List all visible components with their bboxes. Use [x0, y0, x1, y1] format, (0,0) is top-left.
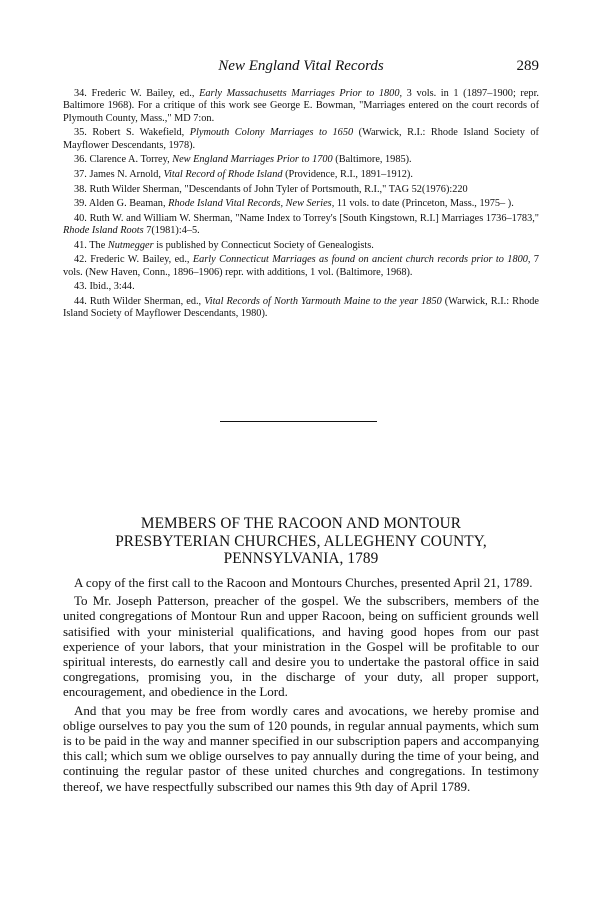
footnote-number: 34. — [74, 88, 92, 99]
footnote: 34. Frederic W. Bailey, ed., Early Massachusetts Marriages Prior to 1800, 3 vols. in 1 (1897–1900; repr. Baltimore 1968). For a critique of this work see George E. Bowman, "Marriages entered on the court records of Plymouth County, Mass.," MD 7:on. — [63, 88, 540, 124]
footnote: 42. Frederic W. Bailey, ed., Early Connecticut Marriages as found on ancient church records prior to 1800, 7 vols. (New Haven, Conn., 1896–1906) repr. with additions, 1 vol. (Baltimore, 1968). — [63, 254, 539, 278]
footnote-title: Vital Records of North Yarmouth Maine to the year 1850 — [204, 295, 442, 307]
footnote: 44. Ruth Wilder Sherman, ed., Vital Records of North Yarmouth Maine to the year 1850 (Warwick, R.I.: Rhode Island Society of Mayflower Descendants, 1980). — [63, 295, 539, 320]
footnote-number: 41. — [74, 239, 90, 251]
footnote: 39. Alden G. Beaman, Rhode Island Vital Records, New Series, 11 vols. to date (Princeton, Mass., 1975– ). — [74, 198, 514, 210]
running-title: New England Vital Records — [218, 58, 384, 74]
footnote-number: 42. — [74, 254, 91, 266]
footnote-title: Nutmegger — [107, 239, 154, 251]
page-number: 289 — [516, 58, 539, 74]
footnote-title: New England Marriages Prior to 1700 — [172, 154, 333, 166]
footnote: 35. Robert S. Wakefield, Plymouth Colony Marriages to 1650 (Warwick, R.I.: Rhode Island Society of Mayflower Descendants, 1978). — [63, 127, 539, 151]
footnote-number: 39. — [74, 198, 89, 210]
footnote-number: 37. — [74, 169, 90, 180]
footnote: 37. James N. Arnold, Vital Record of Rhode Island (Providence, R.I., 1891–1912). — [74, 169, 413, 180]
footnote-number: 36. — [74, 154, 90, 166]
footnote: 43. Ibid., 3:44. — [74, 281, 135, 293]
running-head — [63, 58, 539, 78]
footnote-title: Vital Record of Rhode Island — [163, 169, 283, 180]
footnote-number: 35. — [74, 127, 93, 139]
paragraph: And that you may be free from wordly cares and avocations, we hereby promise and oblige ourselves to pay you the sum of 120 pounds, in regular annual payments, which sum is to be paid in the way and manner specified in our subscription papers and accompanying this call; which sum we oblige ourselves to pay annually during the time of your being, and continuing the regular pastor of these united churches and congregations. In testimony thereof, we have respectfully subscribed our names this 9th day of April 1789. — [63, 702, 539, 794]
footnotes — [63, 88, 539, 323]
title-line: PENNSYLVANIA, 1789 — [223, 550, 379, 567]
footnote-title: Plymouth Colony Marriages to 1650 — [189, 127, 354, 139]
title-line: PRESBYTERIAN CHURCHES, ALLEGHENY COUNTY, — [115, 532, 487, 550]
footnote: 36. Clarence A. Torrey, New England Marriages Prior to 1700 (Baltimore, 1985). — [74, 154, 412, 166]
paragraph: A copy of the first call to the Racoon and Montours Churches, presented April 21, 1789. — [74, 575, 533, 590]
footnote: 38. Ruth Wilder Sherman, "Descendants of John Tyler of Portsmouth, R.I.," TAG 52(1976):220 — [74, 183, 468, 195]
footnote-number: 40. — [74, 212, 90, 224]
paragraph: To Mr. Joseph Patterson, preacher of the gospel. We the subscribers, members of the united congregations of Montour Run and upper Racoon, being on sufficient grounds well satisified with your ministerial qualifications, and having good hopes from our past experience of your labors, that your ministration in the Gospel will be profitable to our spiritual interests, do earnestly call and desire you to undertake the pastoral office in said congregations, promising you, in the discharge of your duty, all proper support, encouragement, and obedience in the Lord. — [63, 593, 539, 700]
section-divider — [220, 421, 377, 422]
footnote-title: Early Massachusetts Marriages Prior to 1800, — [199, 88, 403, 99]
footnote-number: 44. — [74, 295, 90, 307]
footnote-title: Early Connecticut Marriages as found on ancient church records prior to 1800, — [192, 254, 531, 266]
article-title — [63, 515, 539, 568]
footnote: 41. The Nutmegger is published by Connecticut Society of Genealogists. — [74, 239, 374, 251]
footnote-title: Rhode Island Roots — [63, 225, 144, 237]
footnote: 40. Ruth W. and William W. Sherman, "Name Index to Torrey's [South Kingstown, R.I.] Marriages 1736–1783," Rhode Island Roots 7(1981):4–5. — [63, 212, 540, 237]
article-body — [63, 575, 539, 797]
footnote-number: 38. — [74, 183, 90, 195]
footnote-number: 43. — [74, 281, 90, 293]
title-line: MEMBERS OF THE RACOON AND MONTOUR — [140, 515, 462, 532]
footnote-title: Rhode Island Vital Records, New Series, — [168, 198, 335, 210]
